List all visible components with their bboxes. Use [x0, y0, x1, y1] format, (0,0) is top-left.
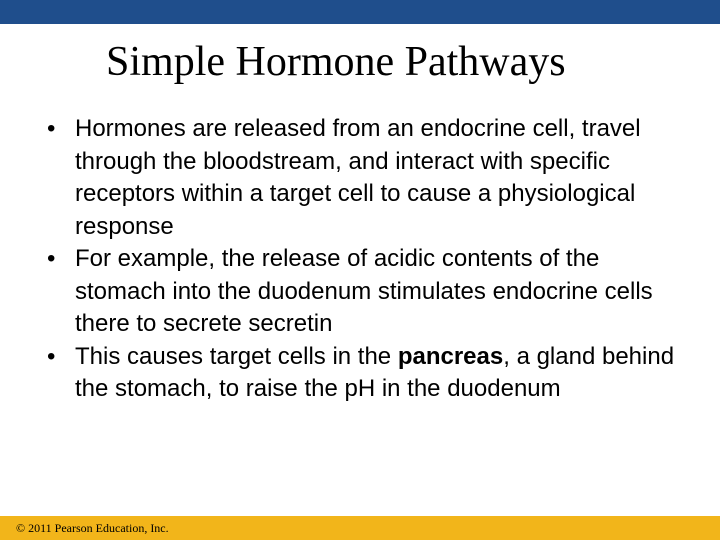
bullet-marker: •: [47, 245, 56, 272]
bold-term-pancreas: pancreas: [397, 342, 504, 370]
bullet-text: For example, the release of acidic contents of the stomach into the duodenum stimulates endocrine cells there to secrete secretin: [75, 245, 653, 337]
bullet-text-start: This causes target cells in the: [75, 342, 398, 370]
bullet-list: [0, 113, 720, 406]
bullet-item-3: [0, 341, 720, 406]
bullet-text: Hormones are released from an endocrine cell, travel through the bloodstream, and interact with specific receptors within a target cell to cause a physiological response: [75, 115, 641, 240]
top-accent-bar: [0, 0, 720, 24]
bullet-item-1: [0, 113, 720, 243]
slide-title: Simple Hormone Pathways: [106, 39, 566, 85]
footer-bar: [0, 516, 720, 540]
bullet-text-end: , a gland behind the stomach, to raise the pH in the duodenum: [75, 342, 675, 402]
bullet-marker: •: [47, 115, 56, 142]
bullet-marker: •: [47, 342, 56, 370]
copyright-notice: © 2011 Pearson Education, Inc.: [16, 521, 169, 535]
bullet-item-2: [0, 243, 720, 341]
